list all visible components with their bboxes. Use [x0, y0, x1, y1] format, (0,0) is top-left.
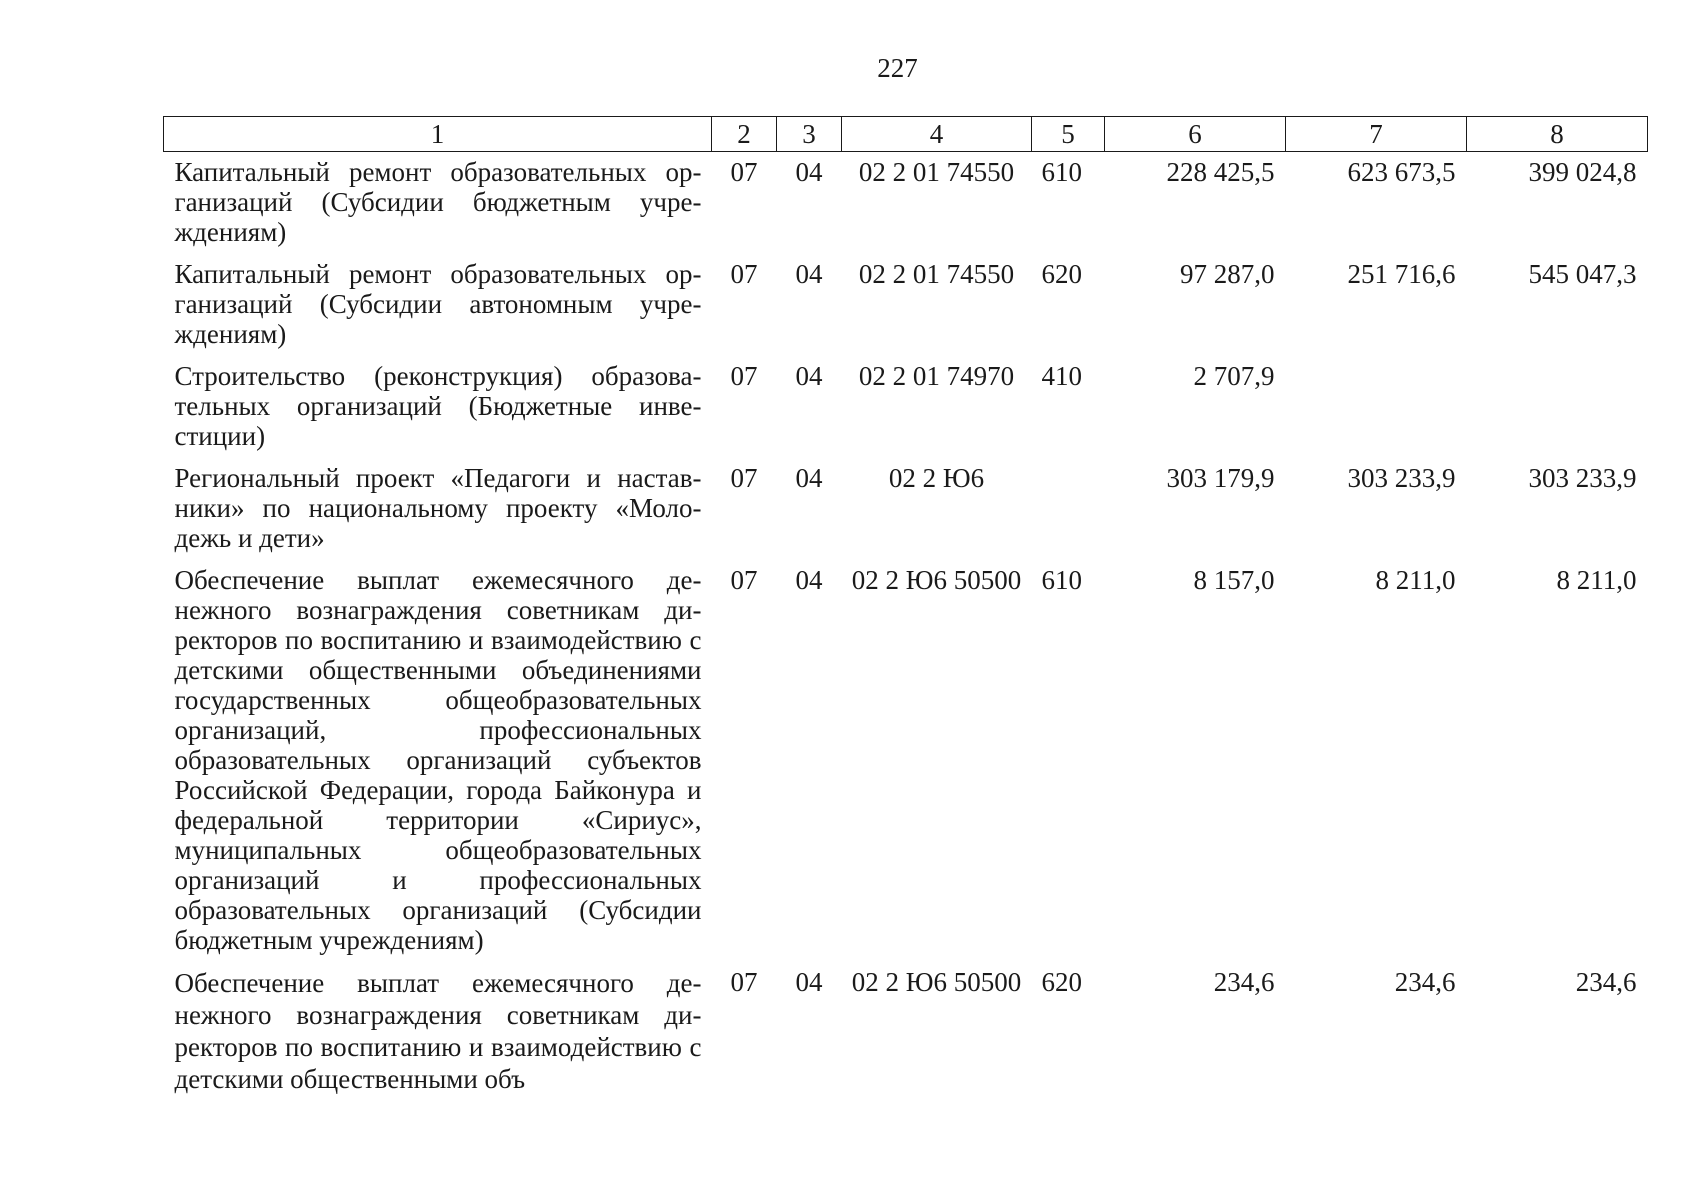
row-target-code: 02 2 01 74550	[858, 259, 1015, 289]
header-col-6: 6	[1105, 117, 1286, 152]
row-target-code: 02 2 Ю6	[888, 463, 985, 493]
row-amount-col8	[1467, 361, 1648, 463]
row-amount-col8: 8 211,0	[1556, 565, 1637, 595]
row-amount-col6: 303 179,9	[1166, 463, 1275, 493]
row-amount-col8: 399 024,8	[1528, 157, 1637, 187]
row-section-code: 07	[730, 967, 758, 997]
header-row	[164, 117, 1648, 152]
row-subsection-code: 04	[795, 463, 823, 493]
row-target-code: 02 2 Ю6 50500	[851, 565, 1022, 595]
row-amount-col7: 234,6	[1394, 967, 1456, 997]
row-expense-type-code	[1032, 463, 1105, 565]
header-col-1: 1	[164, 117, 712, 152]
row-name: Региональный проект «Педагоги и наставники» по национальному проекту «Молодежь и дети»	[174, 463, 702, 553]
row-amount-col6: 234,6	[1213, 967, 1275, 997]
row-target-code: 02 2 Ю6 50500	[851, 967, 1022, 997]
row-section-code: 07	[730, 361, 758, 391]
header-col-7: 7	[1286, 117, 1467, 152]
row-section-code: 07	[730, 157, 758, 187]
table-row	[164, 361, 1648, 463]
row-amount-col7: 251 716,6	[1347, 259, 1456, 289]
row-section-code: 07	[730, 259, 758, 289]
row-amount-col6: 97 287,0	[1180, 259, 1275, 289]
row-subsection-code: 04	[795, 361, 823, 391]
row-subsection-code: 04	[795, 967, 823, 997]
row-amount-col8: 234,6	[1575, 967, 1637, 997]
table-row	[164, 967, 1648, 1107]
budget-table	[163, 116, 1648, 1107]
header-col-3: 3	[777, 117, 842, 152]
row-name: Капитальный ремонт образовательных организаций (Субсидии автономным учреждениям)	[174, 259, 702, 349]
row-target-code: 02 2 01 74550	[858, 157, 1015, 187]
row-section-code: 07	[730, 463, 758, 493]
row-expense-type-code: 620	[1041, 967, 1082, 997]
row-expense-type-code: 610	[1041, 565, 1082, 595]
row-amount-col6: 228 425,5	[1166, 157, 1275, 187]
row-amount-col6: 2 707,9	[1193, 361, 1275, 391]
row-name: Обеспечение выплат ежемесячного денежного вознаграждения советникам директоров по воспитанию и взаимодействию с детскими общественными объединениями государственных общеобразовательных организаций, профессиональных образовательных организаций субъектов Российской Федерации, города Байконура и федеральной территории «Сириус», муниципальных общеобразовательных организаций и профессиональных образовательных организаций (Субсидии бюджетным учреждениям)	[174, 565, 702, 955]
row-amount-col7	[1286, 361, 1467, 463]
row-section-code: 07	[730, 565, 758, 595]
row-subsection-code: 04	[795, 565, 823, 595]
row-amount-col7: 303 233,9	[1347, 463, 1456, 493]
row-amount-col7: 8 211,0	[1375, 565, 1456, 595]
row-subsection-code: 04	[795, 259, 823, 289]
row-expense-type-code: 410	[1041, 361, 1082, 391]
header-col-4: 4	[842, 117, 1032, 152]
table-row	[164, 463, 1648, 565]
row-name: Строительство (реконструкция) образовательных организаций (Бюджетные инвестиции)	[174, 361, 702, 451]
row-name: Обеспечение выплат ежемесячного денежного вознаграждения советникам директоров по воспитанию и взаимодействию с детскими общественными объ	[174, 968, 702, 1094]
table-body	[164, 152, 1648, 1108]
row-expense-type-code: 620	[1041, 259, 1082, 289]
table-header	[164, 117, 1648, 152]
row-amount-col7: 623 673,5	[1347, 157, 1456, 187]
table-row	[164, 152, 1648, 260]
header-col-5: 5	[1032, 117, 1105, 152]
row-target-code: 02 2 01 74970	[858, 361, 1015, 391]
table-row	[164, 259, 1648, 361]
row-name: Капитальный ремонт образовательных организаций (Субсидии бюджетным учреждениям)	[174, 157, 702, 247]
row-amount-col6: 8 157,0	[1193, 565, 1275, 595]
row-amount-col8: 545 047,3	[1528, 259, 1637, 289]
header-col-8: 8	[1467, 117, 1648, 152]
row-amount-col8: 303 233,9	[1528, 463, 1637, 493]
row-expense-type-code: 610	[1041, 157, 1082, 187]
header-col-2: 2	[712, 117, 777, 152]
page-number: 227	[877, 53, 918, 83]
table-row	[164, 565, 1648, 967]
row-subsection-code: 04	[795, 157, 823, 187]
